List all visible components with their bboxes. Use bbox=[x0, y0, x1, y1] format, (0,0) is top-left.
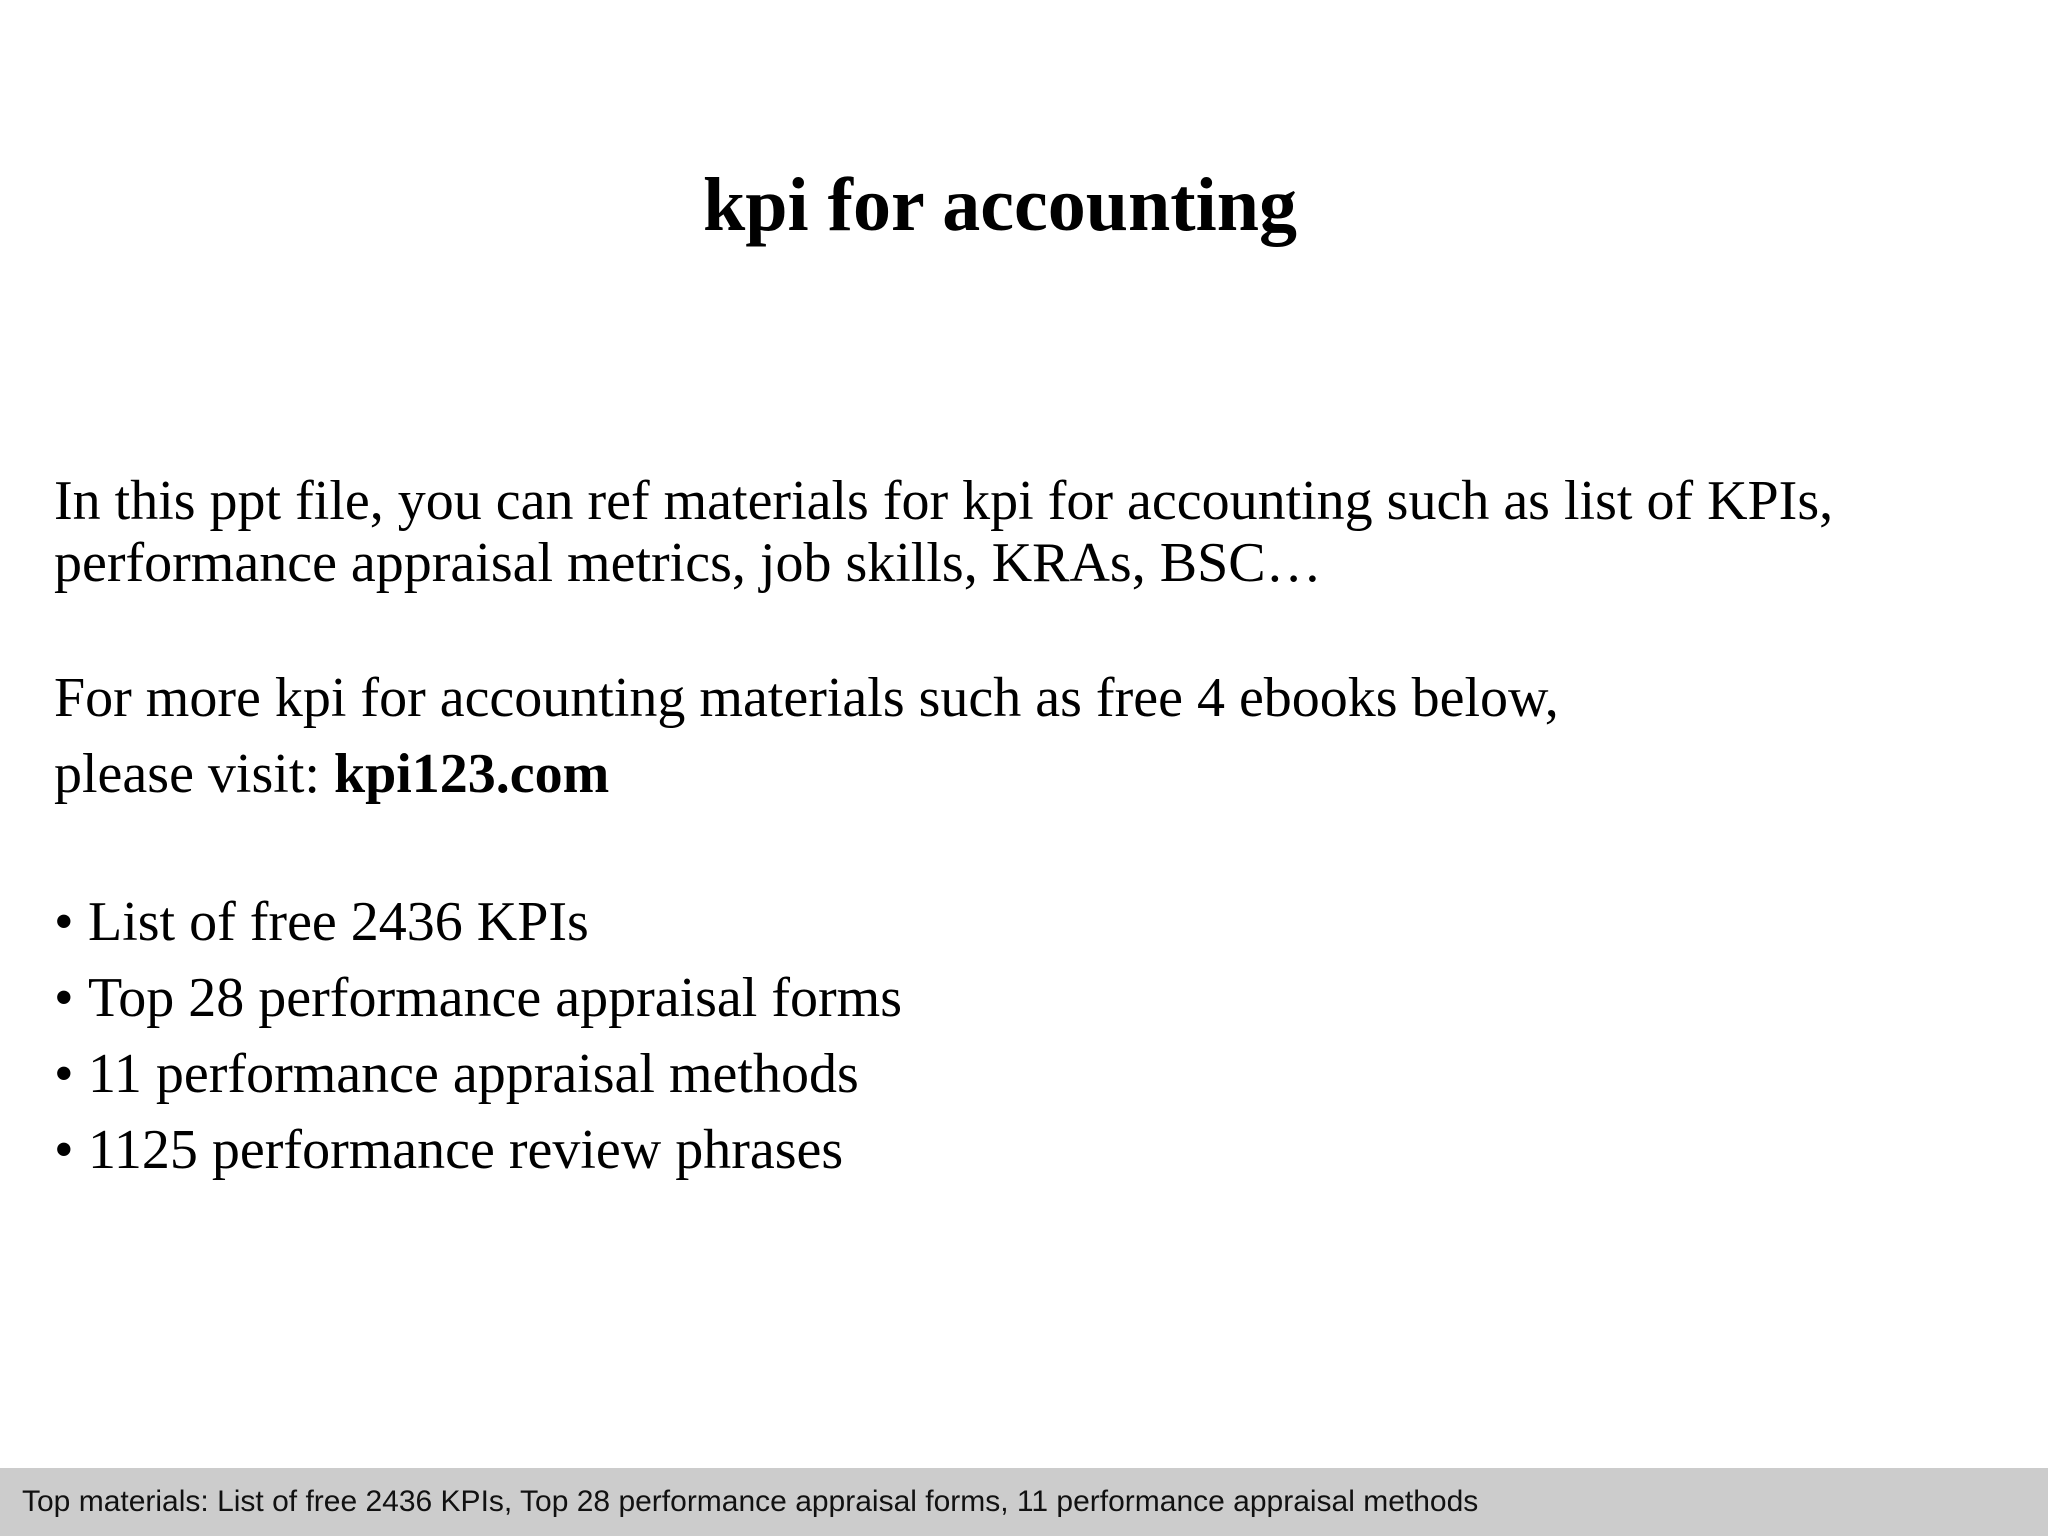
list-item-label: List of free 2436 KPIs bbox=[88, 891, 589, 953]
list-item bbox=[54, 960, 2014, 1036]
intro-paragraph: In this ppt file, you can ref materials for kpi for accounting such as list of KPIs, performance appraisal metrics, job skills, KRAs, BSC… bbox=[54, 470, 1834, 594]
site-link[interactable]: kpi123.com bbox=[333, 743, 610, 805]
list-item bbox=[54, 884, 2014, 960]
bullet-icon: • bbox=[54, 1043, 74, 1105]
visit-prefix: please visit: bbox=[54, 743, 334, 805]
list-item bbox=[54, 1036, 2014, 1112]
ebook-list bbox=[54, 884, 2014, 1188]
bullet-icon: • bbox=[54, 967, 74, 1029]
list-item bbox=[54, 1112, 2014, 1188]
more-materials-text: For more kpi for accounting materials such as free 4 ebooks below, bbox=[54, 667, 1559, 729]
footer-bar bbox=[0, 1468, 2048, 1536]
list-item-label: Top 28 performance appraisal forms bbox=[88, 967, 902, 1029]
more-materials-paragraph bbox=[54, 660, 2014, 812]
slide-title: kpi for accounting bbox=[702, 163, 1297, 247]
footer-text: Top materials: List of free 2436 KPIs, Top 28 performance appraisal forms, 11 performance appraisal methods bbox=[22, 1485, 1479, 1518]
slide-body bbox=[54, 470, 2014, 1188]
bullet-icon: • bbox=[54, 1119, 74, 1181]
list-item-label: 11 performance appraisal methods bbox=[88, 1043, 859, 1105]
list-item-label: 1125 performance review phrases bbox=[88, 1119, 844, 1181]
bullet-icon: • bbox=[54, 891, 74, 953]
